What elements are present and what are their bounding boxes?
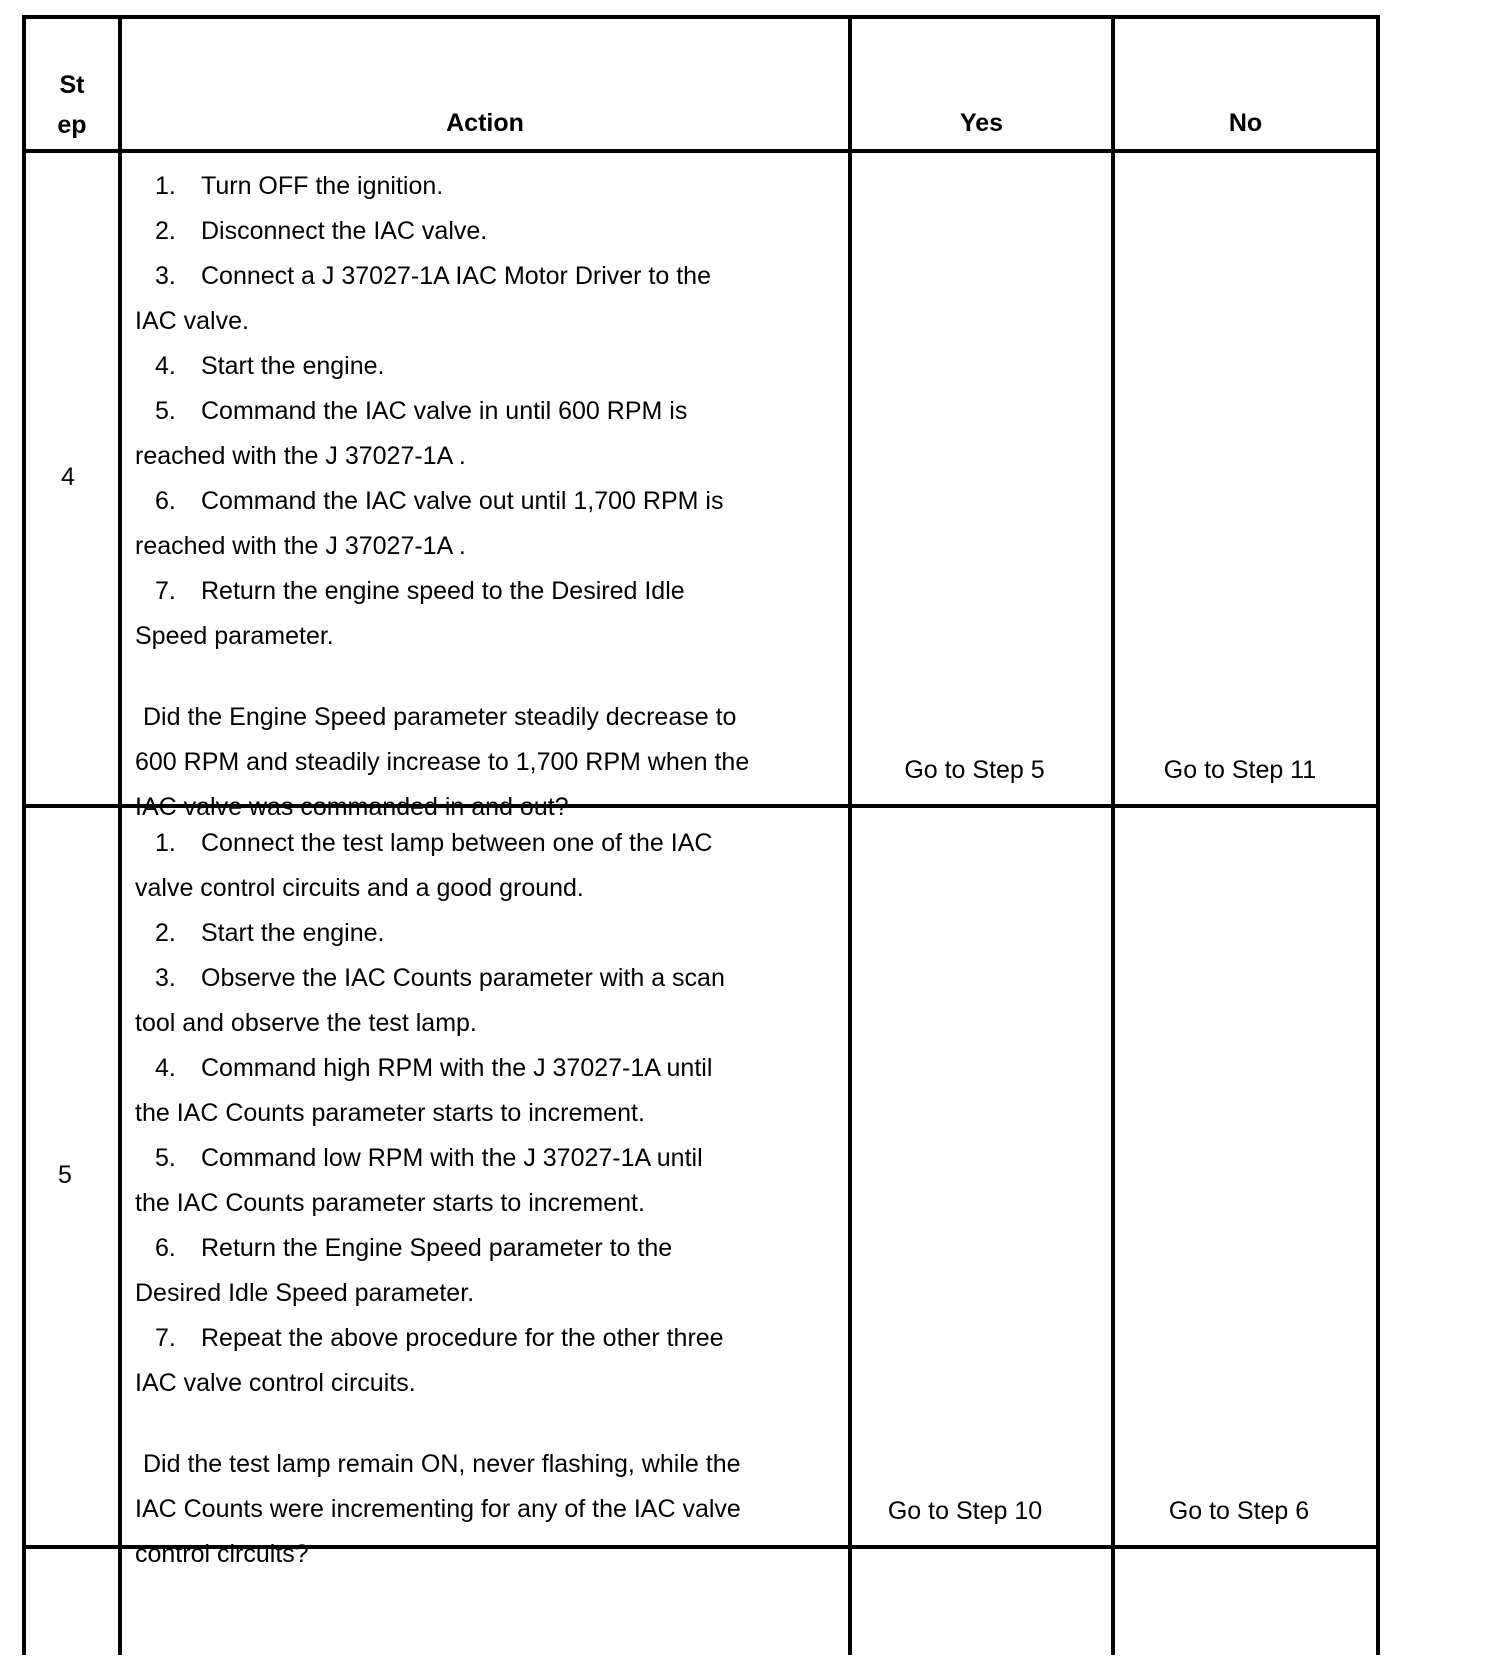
header-yes: Yes bbox=[959, 109, 1004, 137]
list-item: 3. Connect a J 37027-1A IAC Motor Driver to the bbox=[155, 262, 711, 290]
list-item: 6. Return the Engine Speed parameter to the bbox=[155, 1234, 673, 1262]
list-item: 3. Observe the IAC Counts parameter with a scan bbox=[155, 964, 725, 992]
diagnostic-table bbox=[22, 15, 1476, 1655]
table-border-right bbox=[1376, 15, 1380, 1655]
list-item-continuation: IAC valve. bbox=[135, 307, 249, 335]
step-number: 4 bbox=[61, 463, 75, 491]
question-line: IAC Counts were incrementing for any of the IAC valve bbox=[135, 1495, 741, 1523]
question-line: 600 RPM and steadily increase to 1,700 RPM when the bbox=[135, 748, 750, 776]
list-item-continuation: IAC valve control circuits. bbox=[135, 1369, 416, 1397]
list-item-continuation: reached with the J 37027-1A . bbox=[135, 442, 466, 470]
list-item: 7. Repeat the above procedure for the other three bbox=[155, 1324, 724, 1352]
question-line: control circuits? bbox=[135, 1540, 309, 1568]
header-step-line2: ep bbox=[57, 111, 87, 139]
header-action: Action bbox=[446, 109, 524, 137]
list-item: 4. Command high RPM with the J 37027-1A until bbox=[155, 1054, 713, 1082]
list-item-continuation: tool and observe the test lamp. bbox=[135, 1009, 477, 1037]
table-border-top bbox=[22, 15, 1380, 19]
list-item: 4. Start the engine. bbox=[155, 352, 385, 380]
list-item-continuation: Desired Idle Speed parameter. bbox=[135, 1279, 475, 1307]
list-item: 2. Disconnect the IAC valve. bbox=[155, 217, 488, 245]
question-line: Did the test lamp remain ON, never flashing, while the bbox=[143, 1450, 741, 1478]
list-item-continuation: the IAC Counts parameter starts to increment. bbox=[135, 1189, 645, 1217]
step-number: 5 bbox=[58, 1161, 72, 1189]
header-step-line1: St bbox=[59, 71, 85, 99]
table-divider-step-action bbox=[118, 15, 122, 1655]
table-divider-yes-no bbox=[1111, 15, 1115, 1655]
question-line: Did the Engine Speed parameter steadily decrease to bbox=[143, 703, 737, 731]
list-item: 2. Start the engine. bbox=[155, 919, 385, 947]
no-action: Go to Step 11 bbox=[1163, 756, 1317, 784]
action-cell bbox=[133, 821, 845, 1577]
no-action: Go to Step 6 bbox=[1168, 1497, 1310, 1525]
list-item: 1. Connect the test lamp between one of the IAC bbox=[155, 829, 713, 857]
list-item: 5. Command low RPM with the J 37027-1A until bbox=[155, 1144, 703, 1172]
table-border-left bbox=[22, 15, 26, 1655]
yes-action: Go to Step 5 bbox=[904, 756, 1045, 784]
table-divider-action-yes bbox=[848, 15, 852, 1655]
list-item-continuation: Speed parameter. bbox=[135, 622, 334, 650]
list-item: 7. Return the engine speed to the Desired Idle bbox=[155, 577, 685, 605]
list-item: 1. Turn OFF the ignition. bbox=[155, 172, 444, 200]
list-item: 6. Command the IAC valve out until 1,700 RPM is bbox=[155, 487, 724, 515]
list-item-continuation: reached with the J 37027-1A . bbox=[135, 532, 466, 560]
yes-action: Go to Step 10 bbox=[887, 1497, 1043, 1525]
list-item-continuation: valve control circuits and a good ground. bbox=[135, 874, 584, 902]
question-line: IAC valve was commanded in and out? bbox=[135, 793, 569, 821]
action-cell bbox=[133, 164, 845, 830]
table-header-divider bbox=[22, 149, 1380, 153]
header-step bbox=[26, 65, 118, 145]
list-item-continuation: the IAC Counts parameter starts to increment. bbox=[135, 1099, 645, 1127]
list-item: 5. Command the IAC valve in until 600 RPM is bbox=[155, 397, 688, 425]
header-no: No bbox=[1228, 109, 1263, 137]
